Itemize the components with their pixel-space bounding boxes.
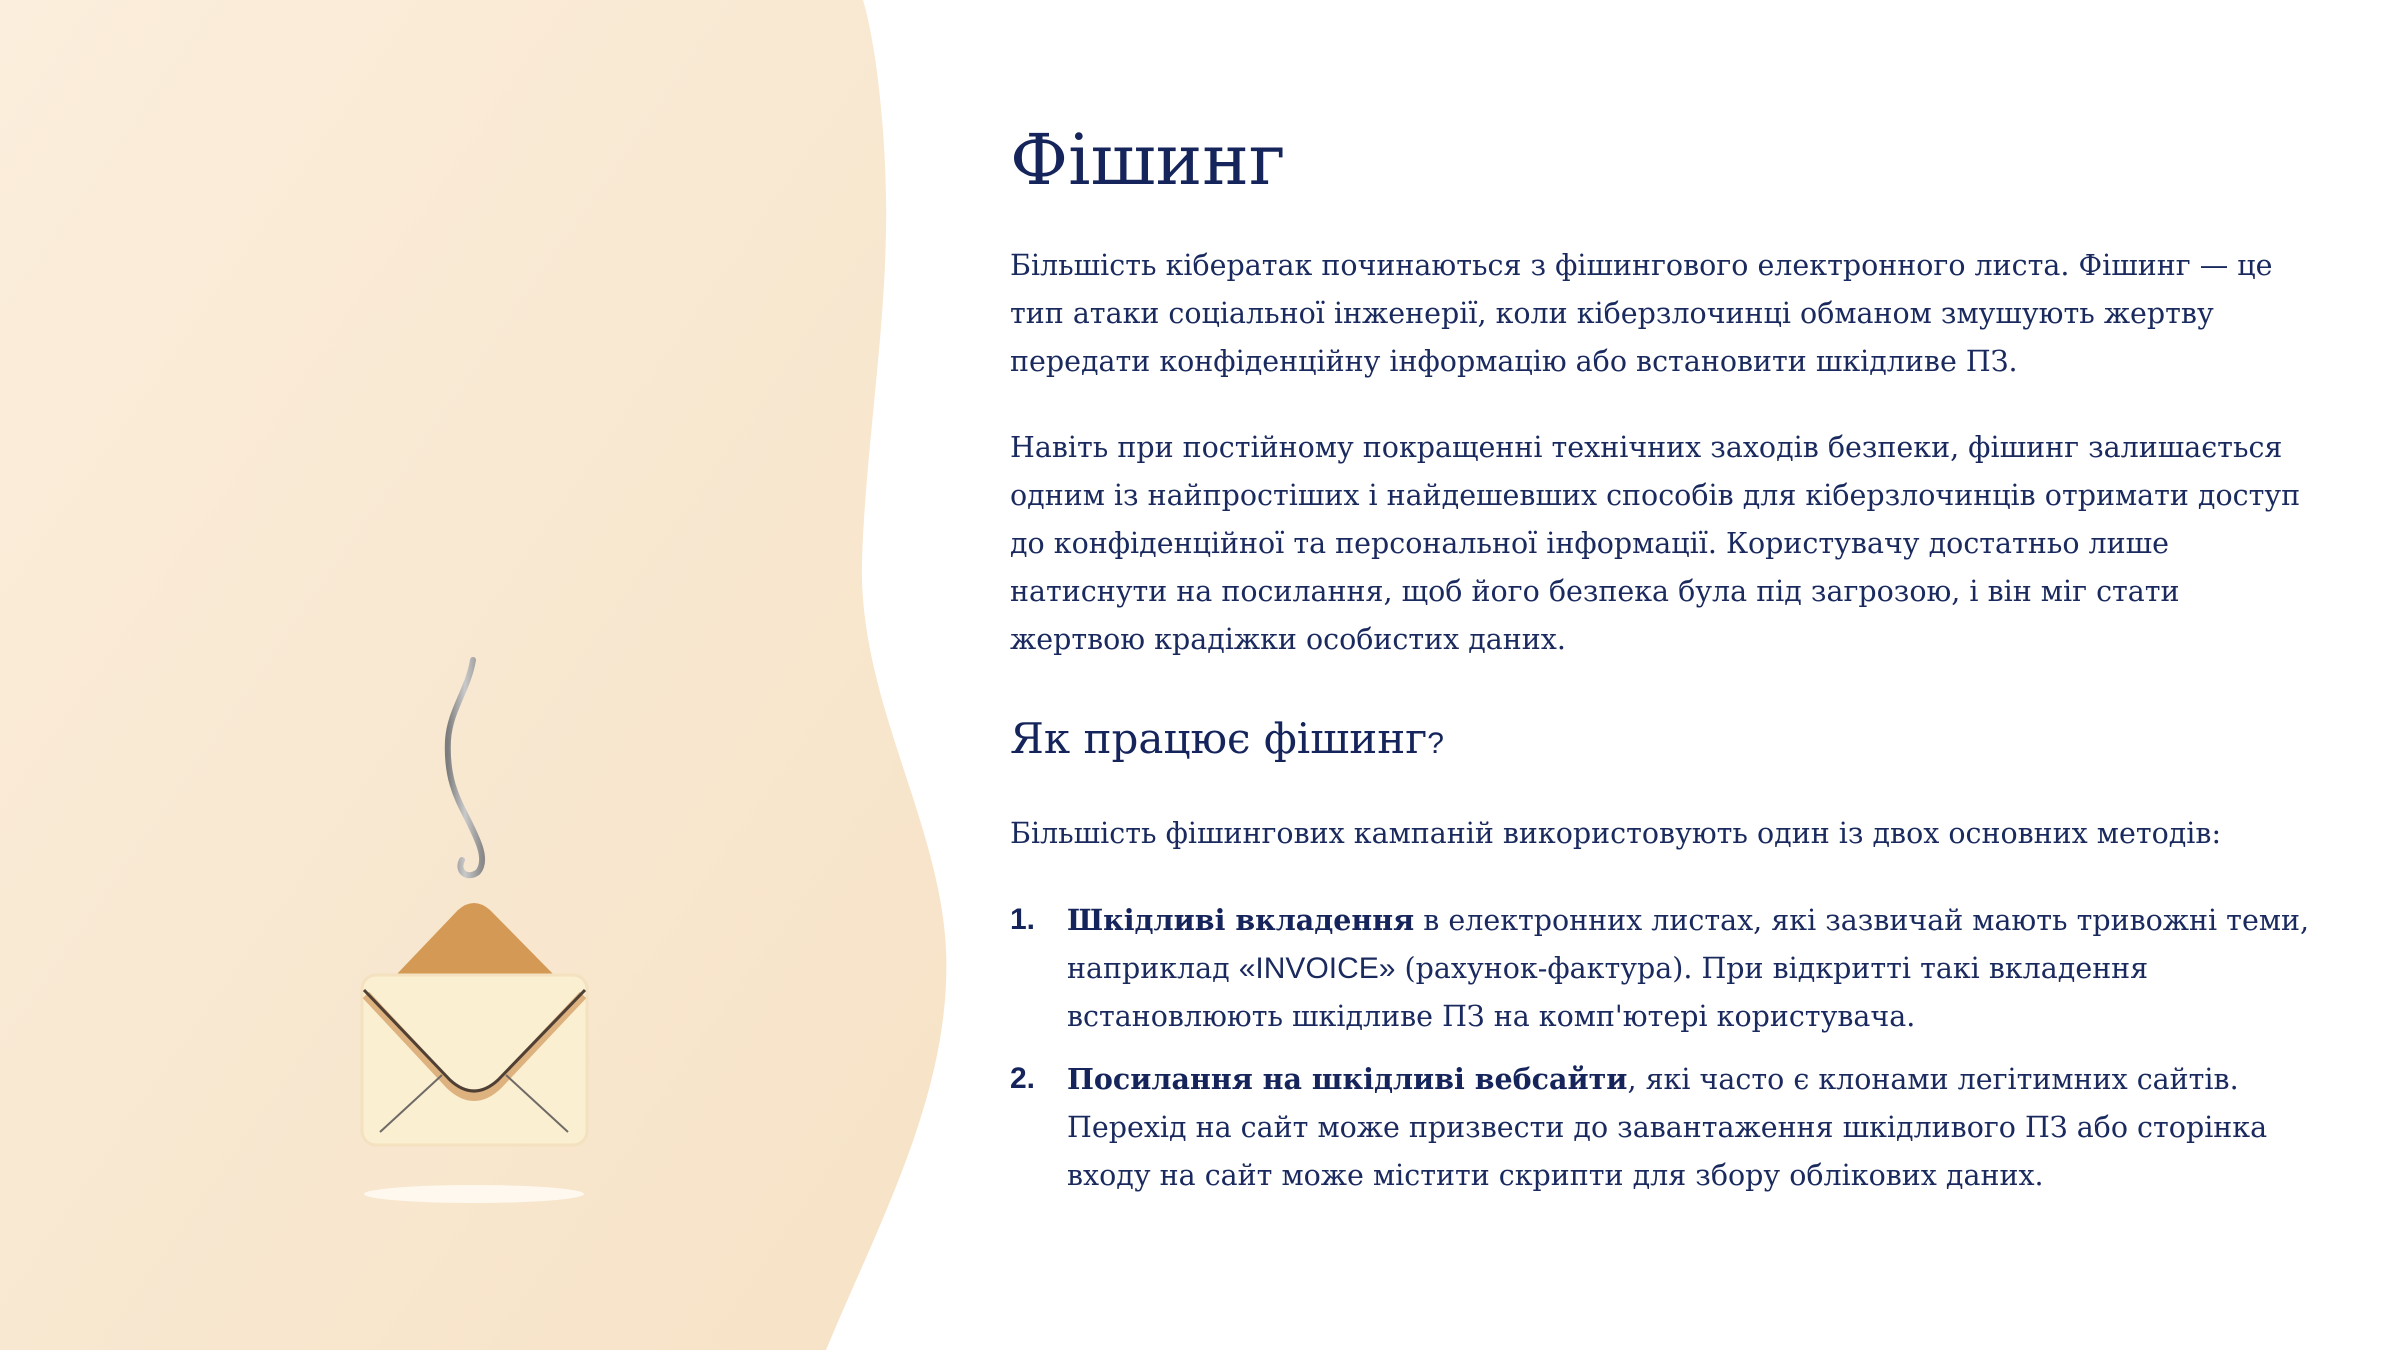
subtitle-question-mark: ? <box>1427 727 1444 760</box>
method-title: Шкідливі вкладення <box>1067 903 1415 938</box>
method-title: Посилання на шкідливі вебсайти <box>1067 1062 1628 1097</box>
phishing-illustration <box>0 0 980 1350</box>
method-item-attachments <box>1010 896 2310 1041</box>
method-item-links <box>1010 1055 2310 1200</box>
envelope-shadow <box>364 1185 584 1203</box>
section-subtitle <box>1010 714 2310 764</box>
methods-list <box>1010 896 2310 1200</box>
intro-paragraph: Більшість кібератак починаються з фішингового електронного листа. Фішинг — це тип атаки соціальної інженерії, коли кіберзлочинці обманом змушують жертву передати конфіденційну інформацію або встановити шкідливе ПЗ. <box>1010 249 2273 378</box>
security-paragraph: Навіть при постійному покращенні технічних заходів безпеки, фішинг залишається одним із найпростіших і найдешевших способів для кіберзлочинців отримати доступ до конфіденційної та персональної інформації. Користувачу достатньо лише натиснути на посилання, щоб його безпека була під загрозою, і він міг стати жертвою крадіжки особистих даних. <box>1010 431 2301 656</box>
slide-content <box>1010 118 2310 1214</box>
method-number: 2. <box>1010 1062 1036 1096</box>
method-number: 1. <box>1010 903 1036 937</box>
subtitle-text: Як працює фішинг <box>1010 714 1428 763</box>
invoice-example: «INVOICE» <box>1238 952 1396 986</box>
methods-intro: Більшість фішингових кампаній використовують один із двох основних методів: <box>1010 817 2222 851</box>
slide-title: Фішинг <box>1010 119 1286 201</box>
method-text: в електронних листах, які зазвичай мають тривожні теми, наприклад <box>1067 904 2310 986</box>
method-text-continued: (рахунок-фактура). При відкритті такі вкладення встановлюють шкідливе ПЗ на комп'ютері користувача. <box>1067 952 2149 1034</box>
method-text: , які часто є клонами легітимних сайтів. Перехід на сайт може призвести до завантаження шкідливого ПЗ або сторінка входу на сайт може містити скрипти для збору облікових даних. <box>1067 1063 2268 1193</box>
